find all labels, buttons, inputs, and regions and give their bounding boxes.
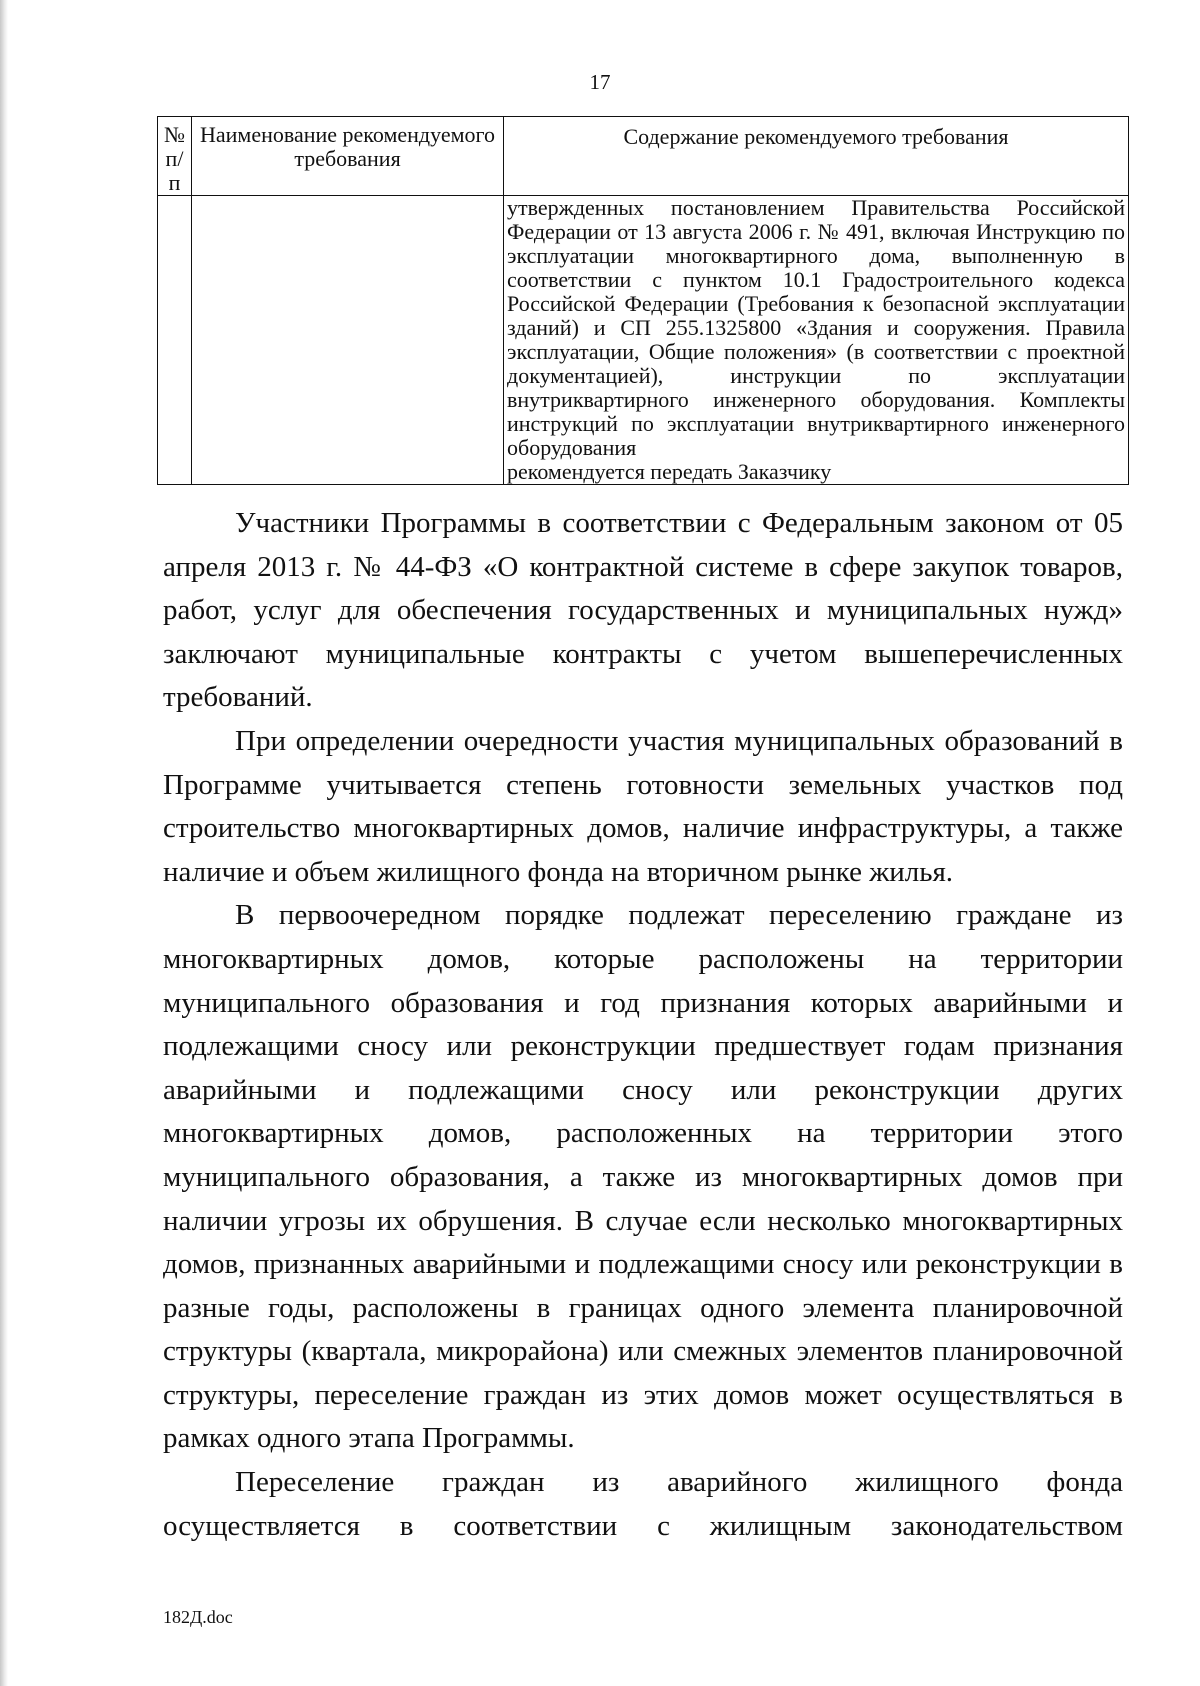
row-content-last-line: рекомендуется передать Заказчику — [507, 459, 832, 484]
paragraph-2: При определении очередности участия муниципальных образований в Программе учитывается степень готовности земельных участков под строительство многоквартирных домов, наличие инфраструктуры, а также наличие и объем жилищного фонда на вторичном рынке жилья. — [163, 724, 1123, 888]
row-num-cell — [158, 196, 192, 485]
table-header-row — [158, 117, 1129, 196]
page-number: 17 — [589, 70, 611, 94]
table-row — [158, 196, 1129, 485]
requirements-table — [157, 116, 1129, 485]
paragraph-1: Участники Программы в соответствии с Федеральным законом от 05 апреля 2013 г. № 44-ФЗ «О контрактной системе в сфере закупок товаров, работ, услуг для обеспечения государственных и муниципальных нужд» заключают муниципальные контракты с учетом вышеперечисленных требований. — [163, 507, 1123, 714]
paragraph-4: Переселение граждан из аварийного жилищного фонда осуществляется в соответствии с жилищным законодательством — [163, 1466, 1123, 1542]
footer-filename: 182Д.doc — [163, 1607, 233, 1627]
header-content: Содержание рекомендуемого требования — [504, 117, 1129, 196]
body-text — [163, 502, 1123, 1548]
scan-edge-shadow — [0, 0, 8, 1686]
row-name-cell — [192, 196, 504, 485]
row-content-cell — [504, 196, 1129, 485]
row-content-main: утвержденных постановлением Правительства Российской Федерации от 13 августа 2006 г. № 491, включая Инструкцию по эксплуатации многоквартирного дома, выполненную в соответствии с пунктом 10.1 Градостроительного кодекса Российской Федерации (Требования к безопасной эксплуатации зданий) и СП 255.1325800 «Здания и сооружения. Правила эксплуатации, Общие положения» (в соответствии с проектной документацией), инструкции по эксплуатации внутриквартирного инженерного оборудования. Комплекты инструкций по эксплуатации внутриквартирного инженерного оборудования — [507, 195, 1125, 460]
header-name: Наименование рекомендуемого требования — [192, 117, 504, 196]
header-num: № п/п — [158, 117, 192, 196]
paragraph-3: В первоочередном порядке подлежат переселению граждане из многоквартирных домов, которые расположены на территории муниципального образования и год признания которых аварийными и подлежащими сносу или реконструкции предшествует годам признания аварийными и подлежащими сносу или реконструкции других многоквартирных домов, расположенных на территории этого муниципального образования, а также из многоквартирных домов при наличии угрозы их обрушения. В случае если несколько многоквартирных домов, признанных аварийными и подлежащими сносу или реконструкции в разные годы, расположены в границах одного элемента планировочной структуры (квартала, микрорайона) или смежных элементов планировочной структуры, переселение граждан из этих домов может осуществляться в рамках одного этапа Программы. — [163, 899, 1123, 1455]
